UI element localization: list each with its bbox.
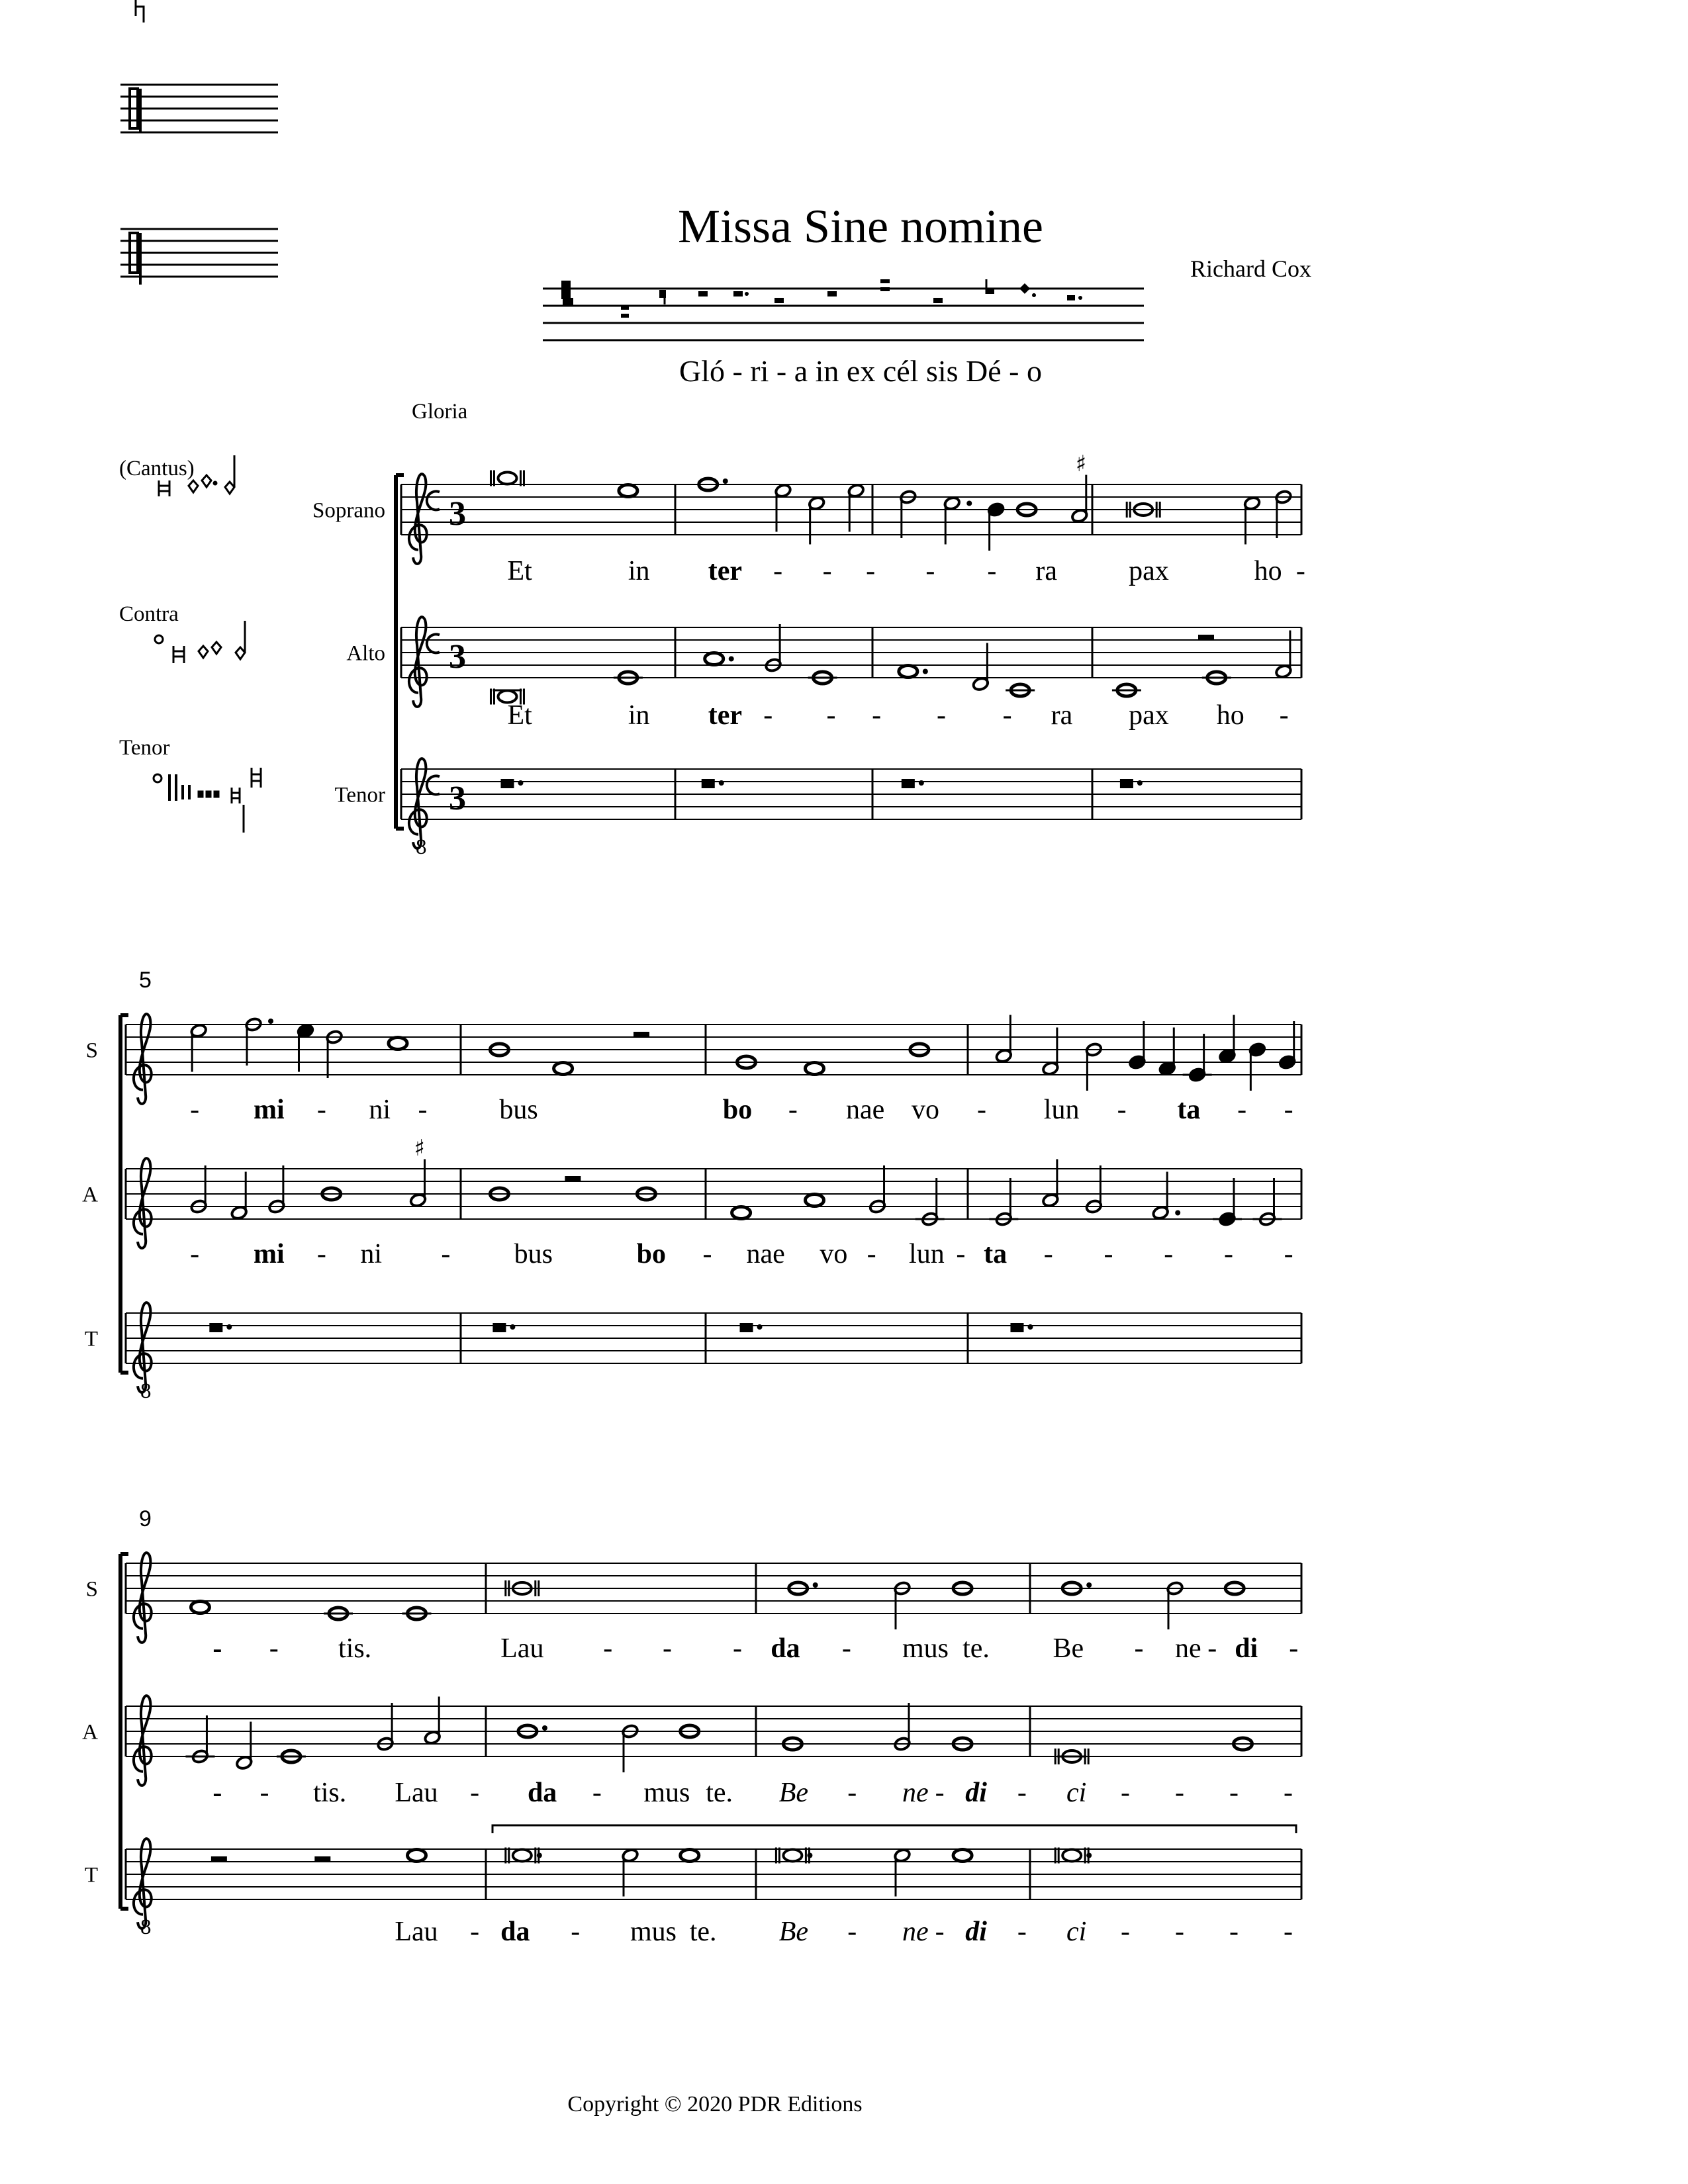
- rest: [702, 779, 715, 788]
- lyric-syllable: ta: [984, 1239, 1008, 1269]
- incipit-voice-label: Tenor: [119, 736, 170, 760]
- note-head: [513, 1850, 532, 1862]
- lyric-syllable: -: [190, 1239, 200, 1269]
- measure-number: 9: [139, 1506, 152, 1531]
- time-signature: 3: [449, 779, 466, 817]
- augmentation-dot: [813, 1582, 818, 1588]
- note-head: [705, 653, 724, 665]
- staff-a: [82, 1696, 1301, 1808]
- lyric-syllable: ci: [1066, 1778, 1087, 1808]
- note-head: [408, 1850, 426, 1862]
- lyric-syllable: -: [212, 1778, 222, 1808]
- lyric-syllable: mi: [254, 1095, 285, 1125]
- staff-t: [335, 758, 1302, 859]
- lyric-syllable: -: [662, 1633, 672, 1664]
- lyric-syllable: ni: [369, 1095, 391, 1125]
- lyric-syllable: Be: [778, 1778, 808, 1808]
- lyric-syllable: -: [1164, 1239, 1174, 1269]
- augmentation-dot: [1175, 1210, 1180, 1216]
- note-head: [619, 485, 637, 497]
- augmentation-dot: [542, 1725, 547, 1731]
- treble-clef-icon: [409, 617, 427, 707]
- lyric-syllable: -: [1103, 1239, 1113, 1269]
- lyric-syllable: -: [1223, 1239, 1233, 1269]
- lyric-syllable: ra: [1035, 556, 1058, 586]
- voice-label: A: [82, 1720, 98, 1745]
- lyric-syllable: te.: [689, 1917, 717, 1947]
- rest: [492, 1323, 506, 1332]
- lyric-syllable: -: [316, 1239, 326, 1269]
- lyric-syllable: -: [937, 700, 946, 731]
- note-head: [191, 1602, 209, 1614]
- copyright-notice: Copyright © 2020 PDR Editions: [567, 2092, 863, 2116]
- lyric-syllable: -: [702, 1239, 712, 1269]
- lyric-syllable: in: [628, 556, 650, 586]
- lyric-syllable: ra: [1051, 700, 1073, 731]
- lyric-syllable: -: [1279, 700, 1289, 731]
- note-head: [389, 1038, 407, 1050]
- lyric-syllable: nae: [846, 1095, 885, 1125]
- voice-label: S: [85, 1577, 98, 1602]
- lyric-syllable: ne: [902, 1778, 929, 1808]
- lyric-syllable: tis.: [313, 1778, 347, 1808]
- augmentation-dot: [723, 478, 728, 484]
- augmentation-dot: [518, 780, 523, 786]
- lyric-syllable: bo: [722, 1095, 753, 1125]
- lyric-syllable: Lau: [395, 1917, 438, 1947]
- rest: [211, 1856, 227, 1862]
- lyric-syllable: Et: [507, 556, 532, 586]
- lyric-syllable: mus: [643, 1778, 690, 1808]
- lyric-syllable: tis.: [338, 1633, 372, 1664]
- rest: [1198, 635, 1214, 641]
- lyric-syllable: -: [603, 1633, 613, 1664]
- augmentation-dot: [510, 1324, 515, 1330]
- augmentation-dot: [757, 1324, 763, 1330]
- mensuration-sign: [427, 634, 440, 653]
- lyric-syllable: -: [935, 1917, 945, 1947]
- augmentation-dot: [1137, 780, 1143, 786]
- lyric-syllable: -: [987, 556, 997, 586]
- lyric-syllable: -: [1017, 1917, 1027, 1947]
- lyric-syllable: ne: [1175, 1633, 1201, 1664]
- lyric-syllable: mi: [254, 1239, 285, 1269]
- augmentation-dot: [226, 1324, 232, 1330]
- sharp-accidental: ♯: [1075, 451, 1087, 477]
- lyric-syllable: -: [190, 1095, 200, 1125]
- staff-t: [85, 1839, 1301, 1947]
- rest: [902, 779, 915, 788]
- lyric-syllable: -: [441, 1239, 451, 1269]
- incipit-voice-label: Contra: [119, 602, 179, 626]
- rest: [314, 1856, 330, 1862]
- lyric-syllable: da: [500, 1917, 530, 1947]
- sharp-accidental: ♯: [414, 1135, 425, 1161]
- lyric-syllable: -: [925, 556, 935, 586]
- augmentation-dot: [966, 501, 972, 506]
- original-notation-fragment-top: [120, 0, 278, 285]
- note-head: [805, 1063, 823, 1075]
- lyric-syllable: -: [763, 700, 773, 731]
- lyric-syllable: mus: [902, 1633, 949, 1664]
- lyric-syllable: -: [1117, 1095, 1127, 1125]
- voice-label: Soprano: [312, 498, 385, 523]
- lyric-syllable: -: [269, 1633, 279, 1664]
- voice-label: T: [84, 1327, 98, 1351]
- lyric-syllable: in: [628, 700, 650, 731]
- lyric-syllable: ta: [1177, 1095, 1201, 1125]
- lyric-syllable: -: [418, 1095, 428, 1125]
- treble-clef-icon: [134, 1696, 152, 1786]
- lyric-syllable: da: [527, 1778, 557, 1808]
- lyric-syllable: Be: [1053, 1633, 1084, 1664]
- rest: [740, 1323, 753, 1332]
- lyric-syllable: -: [470, 1778, 480, 1808]
- system-3: [82, 1506, 1301, 1947]
- staff-s: [86, 1014, 1301, 1125]
- lyric-syllable: ni: [360, 1239, 382, 1269]
- lyric-syllable: -: [733, 1633, 743, 1664]
- lyric-syllable: -: [788, 1095, 798, 1125]
- augmentation-dot: [1086, 1853, 1092, 1858]
- lyric-syllable: te.: [962, 1633, 990, 1664]
- note-head: [498, 473, 516, 484]
- note-head: [680, 1850, 699, 1862]
- augmentation-dot: [1086, 1582, 1092, 1588]
- staff-a: [346, 617, 1301, 731]
- lyric-syllable: vo: [820, 1239, 848, 1269]
- system-1: [312, 451, 1305, 859]
- time-signature: 3: [449, 494, 466, 533]
- augmentation-dot: [729, 657, 734, 662]
- augmentation-dot: [1027, 1324, 1033, 1330]
- lyric-syllable: -: [1207, 1633, 1217, 1664]
- lyric-syllable: -: [773, 556, 783, 586]
- voice-label: A: [82, 1183, 98, 1207]
- note-head: [899, 666, 917, 678]
- lyric-syllable: Lau: [500, 1633, 544, 1664]
- incipit-voice-tenor: [119, 736, 261, 833]
- augmentation-dot: [807, 1853, 812, 1858]
- lyric-syllable: da: [771, 1633, 800, 1664]
- lyric-syllable: -: [259, 1778, 269, 1808]
- mensuration-sign: [427, 491, 440, 510]
- lyric-syllable: pax: [1129, 700, 1169, 731]
- lyric-syllable: -: [977, 1095, 986, 1125]
- lyric-syllable: ci: [1066, 1917, 1087, 1947]
- note-head: [805, 1195, 823, 1206]
- augmentation-dot: [268, 1019, 273, 1024]
- incipit-voice-label: (Cantus): [119, 457, 195, 480]
- rest: [500, 779, 514, 788]
- lyric-syllable: -: [826, 700, 836, 731]
- note-head: [732, 1207, 751, 1219]
- lyric-syllable: di: [965, 1917, 987, 1947]
- treble-clef-icon: [134, 1158, 152, 1248]
- lyric-syllable: Lau: [395, 1778, 438, 1808]
- voice-label: Alto: [346, 641, 385, 666]
- octave-mark: 8: [140, 1915, 152, 1939]
- ligature-bracket: [492, 1825, 1296, 1833]
- lyric-syllable: -: [1237, 1095, 1247, 1125]
- augmentation-dot: [537, 1853, 542, 1858]
- lyric-syllable: bo: [636, 1239, 666, 1269]
- treble-clef-icon: [134, 1553, 152, 1643]
- lyric-syllable: -: [872, 700, 882, 731]
- lyric-syllable: -: [935, 1778, 945, 1808]
- section-title: Gloria: [412, 400, 468, 424]
- rest: [1010, 1323, 1023, 1332]
- staff-s: [86, 1553, 1301, 1664]
- lyric-syllable: -: [1175, 1917, 1184, 1947]
- lyric-syllable: -: [1134, 1633, 1144, 1664]
- note-head: [1062, 1850, 1081, 1862]
- lyric-syllable: ter: [708, 556, 743, 586]
- lyric-syllable: -: [822, 556, 832, 586]
- system-2: [82, 968, 1301, 1403]
- lyric-syllable: -: [1284, 1239, 1293, 1269]
- page-title: Missa Sine nomine: [678, 200, 1043, 253]
- lyric-syllable: -: [1121, 1917, 1130, 1947]
- treble-clef-icon: [134, 1014, 152, 1104]
- lyric-syllable: -: [212, 1633, 222, 1664]
- lyric-syllable: -: [316, 1095, 326, 1125]
- augmentation-dot: [919, 780, 924, 786]
- lyric-syllable: -: [1175, 1778, 1184, 1808]
- treble-clef-icon: [409, 474, 427, 564]
- staff-a: [82, 1135, 1301, 1269]
- note-head: [554, 1063, 573, 1075]
- lyric-syllable: -: [1284, 1095, 1293, 1125]
- staff-t: [85, 1302, 1301, 1403]
- composer-name: Richard Cox: [1190, 255, 1311, 282]
- lyric-syllable: -: [1229, 1778, 1239, 1808]
- lyric-syllable: -: [1002, 700, 1012, 731]
- mensuration-sign: [427, 776, 440, 794]
- lyric-syllable: -: [847, 1778, 857, 1808]
- incipit-voice-cantus: [119, 455, 234, 496]
- lyric-syllable: -: [592, 1778, 602, 1808]
- lyric-syllable: ter: [708, 700, 743, 731]
- lyric-syllable: -: [847, 1917, 857, 1947]
- lyric-syllable: Et: [507, 700, 532, 731]
- lyric-syllable: -: [1284, 1917, 1293, 1947]
- lyric-syllable: di: [1235, 1633, 1258, 1664]
- incipit-text: Gló - ri - a in ex cél sis Dé - o: [679, 354, 1043, 388]
- augmentation-dot: [719, 780, 724, 786]
- rest: [209, 1323, 222, 1332]
- measure-number: 5: [139, 968, 152, 993]
- lyric-syllable: mus: [630, 1917, 677, 1947]
- octave-mark: 8: [416, 835, 427, 859]
- lyric-syllable: pax: [1129, 556, 1169, 586]
- lyric-syllable: -: [1289, 1633, 1299, 1664]
- note-head: [783, 1850, 802, 1862]
- lyric-syllable: te.: [706, 1778, 733, 1808]
- lyric-syllable: Be: [778, 1917, 808, 1947]
- lyric-syllable: ho: [1216, 700, 1244, 731]
- lyric-syllable: -: [470, 1917, 480, 1947]
- incipit-staff: [543, 279, 1144, 340]
- rest: [633, 1032, 649, 1038]
- lyric-syllable: vo: [912, 1095, 939, 1125]
- lyric-syllable: nae: [746, 1239, 785, 1269]
- lyric-syllable: -: [841, 1633, 851, 1664]
- lyric-syllable: -: [571, 1917, 581, 1947]
- augmentation-dot: [923, 669, 928, 674]
- lyric-syllable: bus: [499, 1095, 538, 1125]
- voice-label: Tenor: [334, 783, 385, 807]
- lyric-syllable: -: [1043, 1239, 1053, 1269]
- lyric-syllable: ne: [902, 1917, 929, 1947]
- lyric-syllable: -: [1121, 1778, 1130, 1808]
- voice-label: S: [85, 1038, 98, 1063]
- time-signature: 3: [449, 637, 466, 676]
- lyric-syllable: lun: [909, 1239, 945, 1269]
- lyric-syllable: -: [867, 1239, 876, 1269]
- lyric-syllable: di: [965, 1778, 987, 1808]
- lyric-syllable: -: [1229, 1917, 1239, 1947]
- incipit-voice-contra: [119, 602, 245, 663]
- lyric-syllable: lun: [1043, 1095, 1080, 1125]
- voice-label: T: [84, 1863, 98, 1888]
- lyric-syllable: -: [1017, 1778, 1027, 1808]
- note-head: [953, 1850, 972, 1862]
- octave-mark: 8: [140, 1379, 152, 1403]
- lyric-syllable: -: [956, 1239, 966, 1269]
- rest: [565, 1176, 581, 1182]
- lyric-syllable: -: [866, 556, 876, 586]
- staff-s: [312, 451, 1305, 586]
- rest: [1120, 779, 1133, 788]
- lyric-syllable: ho: [1254, 556, 1282, 586]
- lyric-syllable: -: [1295, 556, 1305, 586]
- lyric-syllable: bus: [514, 1239, 553, 1269]
- lyric-syllable: -: [1284, 1778, 1293, 1808]
